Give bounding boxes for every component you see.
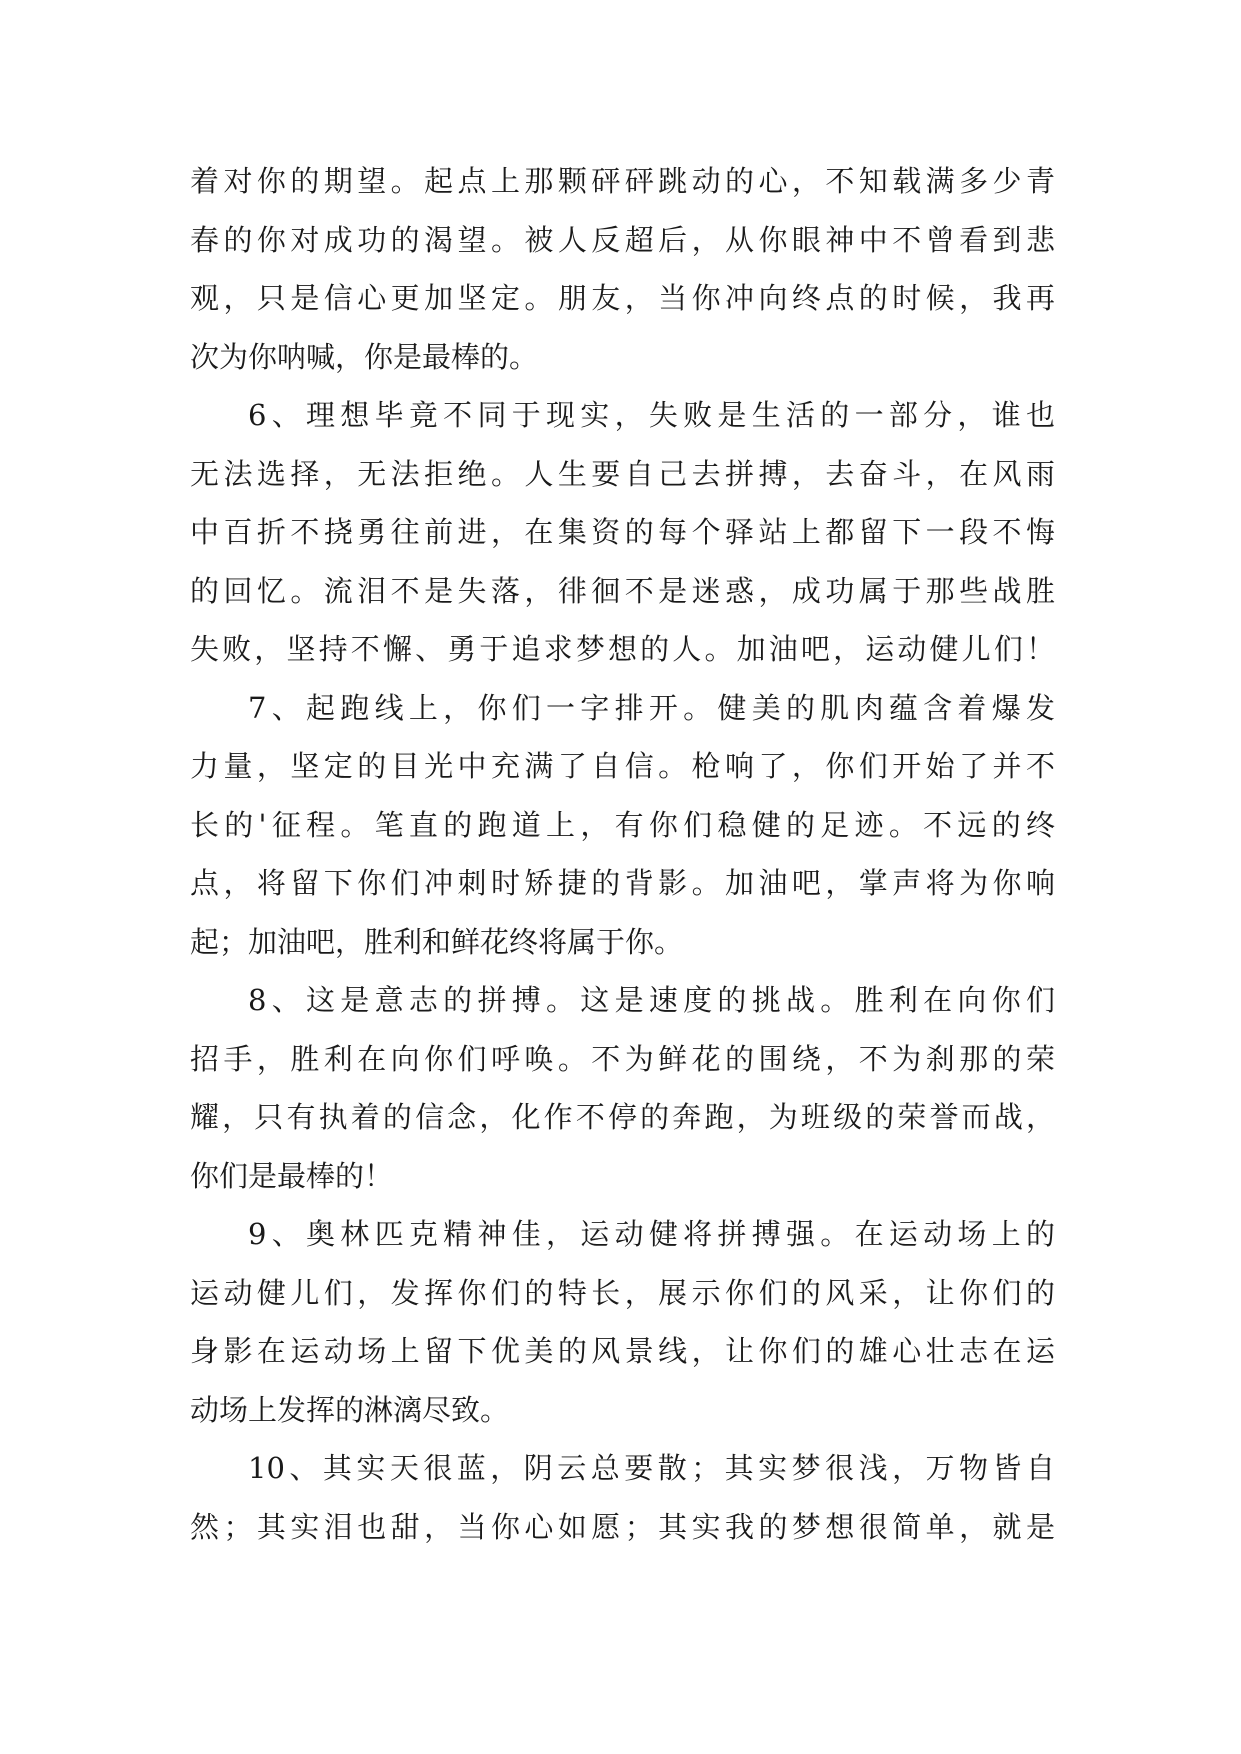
text-line: 招手，胜利在向你们呼唤。不为鲜花的围绕，不为刹那的荣: [190, 1041, 1055, 1076]
text-line: 着对你的期望。起点上那颗砰砰跳动的心，不知载满多少青: [190, 164, 1055, 198]
text-line: 起；加油吧，胜利和鲜花终将属于你。: [190, 924, 684, 959]
text-line: 观，只是信心更加坚定。朋友，当你冲向终点的时候，我再: [190, 281, 1055, 315]
text-line: 7、起跑线上，你们一字排开。健美的肌肉蕴含着爆发: [248, 690, 1055, 725]
text-line: 耀，只有执着的信念，化作不停的奔跑，为班级的荣誉而战，: [190, 1100, 1055, 1134]
text-line: 中百折不挠勇往前进，在集资的每个驿站上都留下一段不悔: [190, 515, 1055, 549]
paragraph-9: [190, 1205, 1055, 1439]
text-line: 无法选择，无法拒绝。人生要自己去拼搏，去奋斗，在风雨: [190, 456, 1055, 491]
text-line: 运动健儿们，发挥你们的特长，展示你们的风采，让你们的: [190, 1275, 1055, 1310]
text-line: 你们是最棒的！: [190, 1158, 394, 1193]
text-line: 点，将留下你们冲刺时矫捷的背影。加油吧，掌声将为你响: [190, 866, 1055, 900]
text-line: 失败，坚持不懈、勇于追求梦想的人。加油吧，运动健儿们！: [190, 632, 1055, 666]
text-line: 8、这是意志的拼搏。这是速度的挑战。胜利在向你们: [248, 983, 1055, 1017]
text-line: 力量，坚定的目光中充满了自信。枪响了，你们开始了并不: [190, 749, 1055, 783]
paragraph-6: [190, 386, 1055, 679]
paragraph-7: [190, 679, 1055, 972]
text-line: 长的'征程。笔直的跑道上，有你们稳健的足迹。不远的终: [190, 807, 1055, 842]
text-line: 6、理想毕竟不同于现实，失败是生活的一部分，谁也: [248, 398, 1055, 432]
text-line: 动场上发挥的淋漓尽致。: [190, 1392, 510, 1427]
text-line: 的回忆。流泪不是失落，徘徊不是迷惑，成功属于那些战胜: [190, 573, 1055, 608]
paragraph-10: [190, 1439, 1055, 1556]
text-line: 9、奥林匹克精神佳，运动健将拼搏强。在运动场上的: [248, 1217, 1055, 1251]
text-line: 然；其实泪也甜，当你心如愿；其实我的梦想很简单，就是: [190, 1509, 1055, 1544]
document-body: [190, 152, 1055, 1556]
text-line: 春的你对成功的渴望。被人反超后，从你眼神中不曾看到悲: [190, 222, 1055, 257]
text-line: 次为你呐喊，你是最棒的。: [190, 339, 539, 374]
paragraph-5-continued: [190, 152, 1055, 386]
text-line: 身影在运动场上留下优美的风景线，让你们的雄心壮志在运: [190, 1334, 1055, 1368]
paragraph-8: [190, 971, 1055, 1205]
text-line: 10、其实天很蓝，阴云总要散；其实梦很浅，万物皆自: [248, 1451, 1055, 1485]
